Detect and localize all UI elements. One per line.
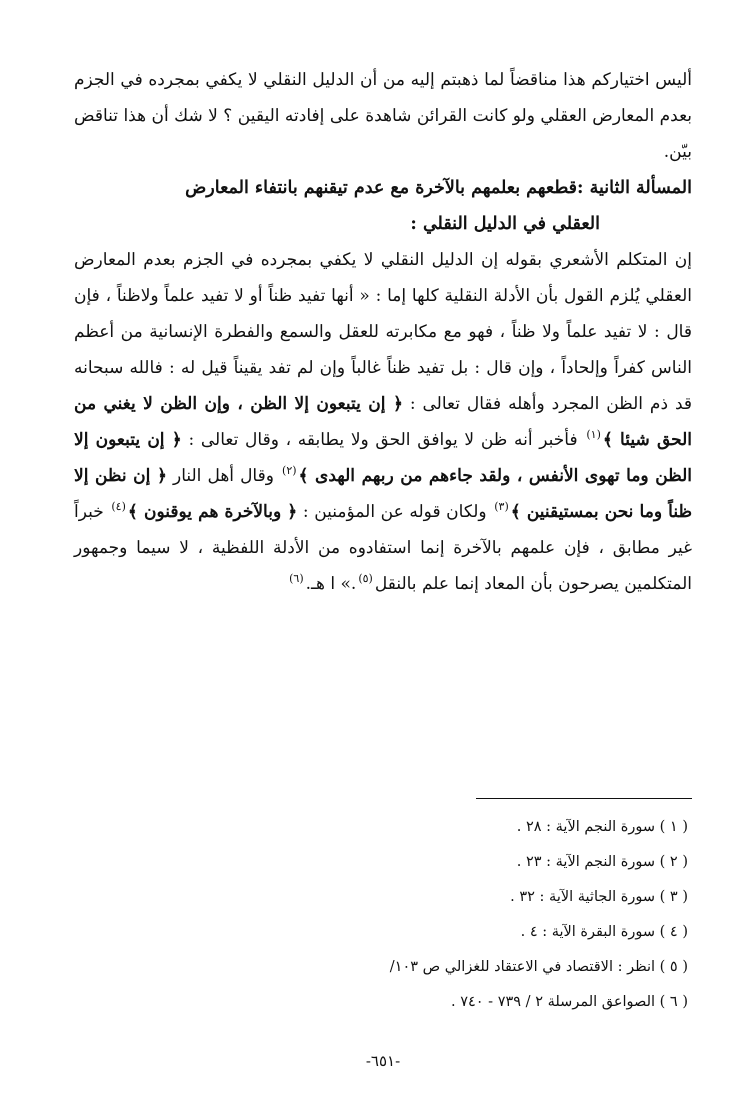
footnote-item: ( ٤ ) سورة البقرة الآية : ٤ . <box>520 924 688 940</box>
quran-quote-3: ﴿ إن نظن إلا ظناً وما نحن بمستيقنين ﴾ <box>74 466 693 522</box>
footnote-ref-3: (٣) <box>494 500 509 514</box>
quran-quote-1: ﴿ إن يتبعون إلا الظن ، وإن الظن لا يغني من الحق شيئا ﴾ <box>74 394 693 450</box>
footnote-ref-5: (٥) <box>358 572 373 586</box>
body-text-d: ولكان قوله عن المؤمنين : <box>302 502 487 522</box>
footnote-item: ( ١ ) سورة النجم الآية : ٢٨ . <box>516 819 688 835</box>
footnote-ref-1: (١) <box>586 428 601 442</box>
footnote-ref-2: (٢) <box>282 464 297 478</box>
footnote-item: ( ٥ ) انظر : الاقتصاد في الاعتقاد للغزالي ص ١٠٣/ <box>389 959 688 975</box>
body-text-b: فأخبر أنه ظن لا يوافق الحق ولا يطابقه ، وقال تعالى : <box>188 430 578 450</box>
document-page <box>74 62 693 1070</box>
body-text-e: خبراً غير مطابق ، فإن علمهم بالآخرة إنما استفادوه من الأدلة اللفظية ، لا سيما وجمهور المتكلمين يصرحون بأن المعاد إنما علم بالنقل <box>74 502 692 594</box>
footnote-item: ( ٦ ) الصواعق المرسلة ٢ / ٧٣٩ - ٧٤٠ . <box>450 994 688 1010</box>
footnote-item: ( ٢ ) سورة النجم الآية : ٢٣ . <box>516 854 688 870</box>
page-number: -٦٥١- <box>365 1052 401 1070</box>
section-heading-line1: المسألة الثانية :قطعهم بعلمهم بالآخرة مع عدم تيقنهم بانتفاء المعارض <box>185 178 692 198</box>
footnote-ref-6: (٦) <box>289 572 304 586</box>
body-text-a: إن المتكلم الأشعري بقوله إن الدليل النقلي لا يكفي بمجرده في الجزم بعدم المعارض العقلي يُلزم القول بأن الأدلة النقلية كلها إما : « أنها تفيد ظناً أو لا تفيد علماً ولاظناً ، فإن قال : لا تفيد علماً ولا ظناً ، فهو مع مكابرته للعقل والسمع والفطرة الإنسانية من أعظم الناس كفراً وإلحاداً ، وإن قال : بل تفيد ظناً غالباً وإن لم تفد يقيناً قيل له : فالله سبحانه قد ذم الظن المجرد وأهله فقال تعالى : <box>74 250 692 414</box>
section-heading <box>74 170 692 242</box>
footnote-separator <box>476 798 692 799</box>
body-text-c: وقال أهل النار <box>172 466 274 486</box>
footnote-item: ( ٣ ) سورة الجاثية الآية : ٣٢ . <box>510 889 688 905</box>
section-heading-line2: العقلي في الدليل النقلي : <box>410 214 600 234</box>
intro-paragraph: أليس اختياركم هذا مناقضاً لما ذهبتم إليه من أن الدليل النقلي لا يكفي بمجرده في الجزم بعدم المعارض العقلي ولو كانت القرائن شاهدة على إفادته اليقين ؟ لا شك أن هذا تناقض بيّن. <box>74 70 692 162</box>
body-paragraph: إن المتكلم الأشعري بقوله إن الدليل النقلي لا يكفي بمجرده في الجزم بعدم المعارض العقلي يُلزم القول بأن الأدلة النقلية كلها إما : « أنها تفيد ظناً أو لا تفيد علماً ولاظناً ، فإن قال : لا تفيد علماً ولا ظناً ، فهو مع مكابرته للعقل والسمع والفطرة الإنسانية من أعظم الناس كفراً وإلحاداً ، وإن قال : بل تفيد ظناً غالباً وإن لم تفد يقيناً قيل له : فالله سبحانه قد ذم الظن المجرد وأهله فقال تعالى : ﴿ إن يتبعون إلا الظن ، وإن الظن لا يغني من الحق شيئا ﴾$^{(١)}$ فأخبر أنه ظن لا يوافق الحق ولا يطابقه ، وقال تعالى : ﴿ إن يتبعون إلا الظن وما تهوى الأنفس ، ولقد جاءهم من ربهم الهدى ﴾$^{(٢)}$ وقال أهل النار ﴿ إن نظن إلا ظناً وما نحن بمستيقنين ﴾$^{(٣)}$ ولكان قوله عن المؤمنين : ﴿ وبالآخرة هم يوقنون ﴾$^{(٤)}$ خبراً غير مطابق ، فإن علمهم بالآخرة إنما استفادوه من الأدلة اللفظية ، لا سيما وجمهور المتكلمين يصرحون بأن المعاد إنما علم بالنقل$^{(٥)}$.» ا هـ.$^{(٦)}$ <box>74 250 693 594</box>
footnotes-list <box>74 810 692 1020</box>
body-text-end: » ا هـ. <box>305 574 351 594</box>
quran-quote-4: ﴿ وبالآخرة هم يوقنون ﴾ <box>127 502 298 522</box>
quran-quote-2: ﴿ إن يتبعون إلا الظن وما تهوى الأنفس ، ولقد جاءهم من ربهم الهدى ﴾ <box>74 430 693 486</box>
footnote-ref-4: (٤) <box>111 500 126 514</box>
